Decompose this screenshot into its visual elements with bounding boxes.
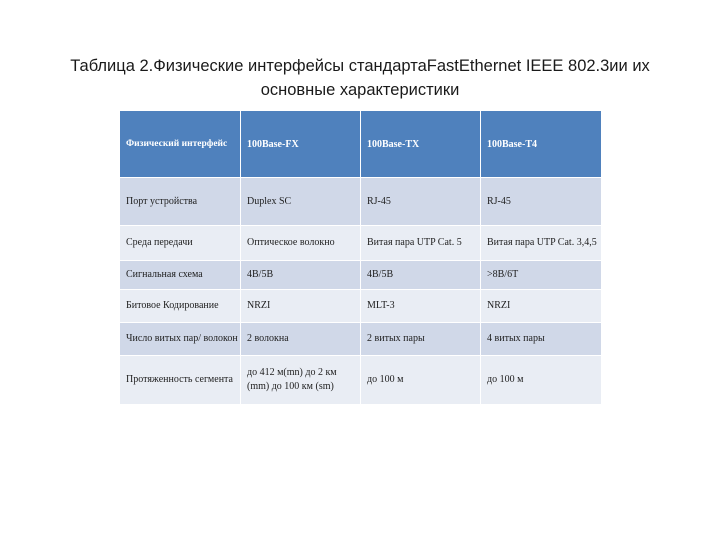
header-100base-fx: 100Base-FX: [241, 111, 361, 178]
header-100base-t4: 100Base-T4: [481, 111, 602, 178]
cell-t4: >8B/6T: [481, 261, 602, 290]
header-interface: Физический интерфейс: [120, 111, 241, 178]
cell-tx: Витая пара UTP Cat. 5: [361, 226, 481, 261]
cell-tx: MLT-3: [361, 290, 481, 323]
table-row: [120, 178, 602, 226]
table-row: [120, 290, 602, 323]
cell-tx: 4B/5B: [361, 261, 481, 290]
table-row: [120, 226, 602, 261]
row-label: Среда передачи: [120, 226, 241, 261]
cell-fx: 4B/5B: [241, 261, 361, 290]
cell-tx: 2 витых пары: [361, 323, 481, 356]
cell-t4: Витая пара UTP Cat. 3,4,5: [481, 226, 602, 261]
cell-tx: до 100 м: [361, 356, 481, 405]
cell-fx: NRZI: [241, 290, 361, 323]
cell-t4: RJ-45: [481, 178, 602, 226]
table-row: [120, 356, 602, 405]
title-line-1: Таблица 2.Физические интерфейсы стандартаFastEthernet IEEE 802.3ии их: [70, 57, 650, 75]
cell-t4: NRZI: [481, 290, 602, 323]
cell-tx: RJ-45: [361, 178, 481, 226]
title-line-2: основные характеристики: [260, 81, 460, 99]
row-label: Число витых пар/ волокон: [120, 323, 241, 356]
header-100base-tx: 100Base-TX: [361, 111, 481, 178]
slide-title: [30, 54, 690, 102]
cell-fx: 2 волокна: [241, 323, 361, 356]
cell-fx: Оптическое волокно: [241, 226, 361, 261]
row-label: Протяженность сегмента: [120, 356, 241, 405]
table-row: [120, 323, 602, 356]
cell-t4: до 100 м: [481, 356, 602, 405]
header-row: [120, 111, 602, 178]
cell-fx: до 412 м(mn) до 2 км (mm) до 100 км (sm): [241, 356, 361, 405]
cell-t4: 4 витых пары: [481, 323, 602, 356]
interfaces-table: [119, 110, 602, 405]
row-label: Битовое Кодирование: [120, 290, 241, 323]
cell-fx: Duplex SC: [241, 178, 361, 226]
row-label: Порт устройства: [120, 178, 241, 226]
table-row: [120, 261, 602, 290]
row-label: Сигнальная схема: [120, 261, 241, 290]
